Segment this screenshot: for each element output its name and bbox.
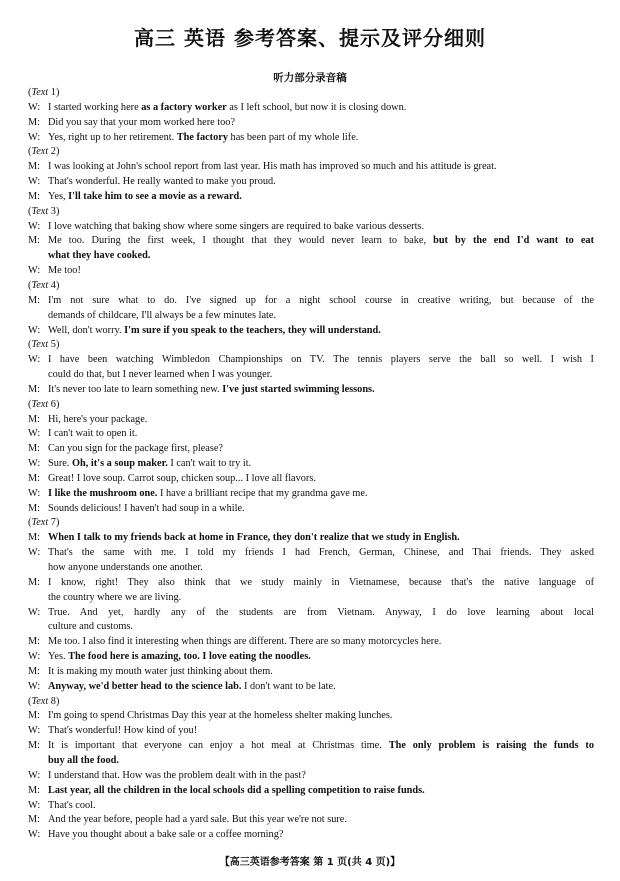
speaker-label: M:: [28, 472, 41, 484]
dialogue-line: [28, 294, 594, 309]
dialogue-line: [28, 724, 594, 739]
page-footer: 【高三英语参考答案 第 1 页(共 4 页)】: [219, 857, 401, 868]
dialogue-line: [28, 546, 594, 561]
dialogue-text: Yes, right up to her retirement.: [48, 131, 177, 143]
dialogue-line: [28, 116, 594, 131]
dialogue-line: [28, 234, 594, 249]
speaker-label: M:: [28, 576, 41, 588]
highlighted-answer: The factory: [176, 131, 228, 143]
dialogue-continuation: [28, 561, 594, 576]
highlighted-answer: I've just started swimming lessons.: [222, 383, 375, 395]
dialogue-text: I'm going to spend Christmas Day this year at the homeless shelter making lunches.: [48, 710, 393, 722]
dialogue-text: as I left school, but now it is closing down.: [226, 101, 407, 113]
dialogue-line: [28, 531, 594, 546]
speaker-label: W:: [28, 176, 41, 188]
dialogue-text: I can't wait to open it.: [48, 428, 138, 440]
speaker-label: W:: [28, 680, 41, 692]
speaker-label: M:: [28, 740, 41, 752]
speaker-label: M:: [28, 710, 41, 722]
highlighted-answer: Oh, it's a soup maker.: [72, 458, 168, 470]
dialogue-text: has been part of my whole life.: [227, 131, 359, 143]
dialogue-line: [28, 739, 594, 754]
speaker-label: M:: [28, 665, 41, 677]
dialogue-text: I know, right! They also think that we study mainly in Vietnamese, because that's the native language of: [48, 576, 594, 588]
text-label-part: 4): [48, 279, 60, 291]
dialogue-text: Yes,: [48, 190, 69, 202]
dialogue-text: I was looking at John's school report from last year. His math has improved so much and his attitude is great.: [48, 161, 497, 173]
dialogue-text: And the year before, people had a yard sale. But this year we're not sure.: [48, 814, 347, 826]
text-label-word: Text: [31, 146, 49, 158]
dialogue-text: Did you say that your mom worked here too?: [48, 116, 236, 128]
dialogue-text: I started working here: [48, 101, 142, 113]
dialogue-line: [28, 665, 594, 680]
highlighted-answer: but by the end I'd want to eat: [433, 235, 594, 247]
dialogue-line: [28, 101, 594, 116]
highlighted-answer: The only problem is raising the funds to: [388, 740, 594, 752]
dialogue-text: Me too. I also find it interesting when things are different. There are so many motorcycles here.: [48, 636, 442, 648]
text-label-part: 3): [48, 205, 60, 217]
text-label-part: 7): [48, 517, 60, 529]
speaker-label: M:: [28, 190, 41, 202]
text-label-part: (: [28, 517, 32, 529]
dialogue-continuation: [28, 309, 594, 324]
dialogue-line: [28, 413, 594, 428]
dialogue-text: I have a brilliant recipe that my grandma gave me.: [157, 487, 368, 499]
speaker-label: W:: [28, 725, 41, 737]
highlighted-answer: The food here is amazing, too. I love eating the noodles.: [68, 651, 311, 663]
speaker-label: W:: [28, 799, 41, 811]
speaker-label: M:: [28, 116, 41, 128]
text-label-word: Text: [31, 279, 49, 291]
highlighted-answer: what they have cooked.: [48, 250, 151, 262]
text-label-word: Text: [31, 205, 49, 217]
dialogue-line: [28, 353, 594, 368]
highlighted-answer: Last year, all the children in the local schools did a spelling competition to raise funds.: [48, 784, 425, 796]
dialogue-text: demands of childcare, I'll always be a few minutes late.: [48, 309, 277, 321]
dialogue-line: [28, 324, 594, 339]
text-label: [28, 279, 594, 294]
speaker-label: M:: [28, 235, 41, 247]
text-label-part: 8): [48, 695, 60, 707]
text-label: [28, 398, 594, 413]
highlighted-answer: as a factory worker: [141, 101, 227, 113]
text-label-word: Text: [31, 339, 49, 351]
dialogue-text: That's cool.: [48, 799, 96, 811]
dialogue-text: That's the same with me. I told my friends I had French, German, Chinese, and Thai friends. They asked: [48, 547, 594, 559]
speaker-label: M:: [28, 502, 41, 514]
dialogue-text: That's wonderful! How kind of you!: [48, 725, 198, 737]
page-title: 高三 英语 参考答案、提示及评分细则: [134, 26, 486, 50]
dialogue-text: Yes.: [48, 651, 69, 663]
speaker-label: M:: [28, 532, 41, 544]
dialogue-line: [28, 220, 594, 235]
dialogue-text: I understand that. How was the problem dealt with in the past?: [48, 769, 306, 781]
speaker-label: W:: [28, 829, 41, 841]
text-label-word: Text: [31, 398, 49, 410]
dialogue-continuation: [28, 591, 594, 606]
dialogue-text: It's never too late to learn something new.: [48, 383, 223, 395]
section-subtitle: 听力部分录音稿: [273, 72, 347, 84]
dialogue-continuation: [28, 620, 594, 635]
dialogue-line: [28, 709, 594, 724]
dialogue-text: I'm not sure what to do. I've signed up for a night school course in creative writing, but because of the: [48, 294, 594, 306]
dialogue-line: [28, 502, 594, 517]
text-label-part: (: [28, 146, 32, 158]
dialogue-text: Hi, here's your package.: [48, 413, 148, 425]
highlighted-answer: When I talk to my friends back at home in France, they don't realize that we study in English.: [48, 532, 460, 544]
highlighted-answer: I'm sure if you speak to the teachers, they will understand.: [124, 324, 381, 336]
dialogue-text: how anyone understands one another.: [48, 562, 203, 573]
speaker-label: W:: [28, 131, 41, 143]
dialogue-text: culture and customs.: [48, 621, 133, 633]
dialogue-text: the country where we are living.: [48, 591, 182, 603]
speaker-label: M:: [28, 294, 41, 306]
speaker-label: W:: [28, 769, 41, 781]
dialogue-line: [28, 606, 594, 621]
dialogue-line: [28, 383, 594, 398]
dialogue-text: Well, don't worry.: [48, 324, 125, 336]
dialogue-text: It is making my mouth water just thinking about them.: [48, 665, 273, 677]
speaker-label: M:: [28, 413, 41, 425]
text-label-part: (: [28, 279, 32, 291]
text-label: [28, 205, 594, 220]
speaker-label: W:: [28, 651, 41, 663]
dialogue-text: It is important that everyone can enjoy a hot meal at Christmas time.: [48, 740, 389, 752]
dialogue-line: [28, 160, 594, 175]
dialogue-text: Have you thought about a bake sale or a coffee morning?: [48, 829, 284, 841]
dialogue-line: [28, 813, 594, 828]
speaker-label: W:: [28, 487, 41, 499]
speaker-label: W:: [28, 324, 41, 336]
dialogue-line: [28, 650, 594, 665]
speaker-label: M:: [28, 636, 41, 648]
dialogue-text: True. And yet, hardly any of the students are from Vietnam. Anyway, I do love learning about local: [48, 606, 594, 618]
text-label-part: 5): [48, 339, 60, 351]
dialogue-continuation: [28, 249, 594, 264]
dialogue-continuation: [28, 368, 594, 383]
text-label-part: (: [28, 695, 32, 707]
dialogue-line: [28, 487, 594, 502]
speaker-label: W:: [28, 354, 41, 366]
dialogue-text: Me too!: [48, 265, 81, 277]
speaker-label: M:: [28, 784, 41, 796]
dialogue-line: [28, 190, 594, 205]
dialogue-continuation: [28, 754, 594, 769]
dialogue-line: [28, 576, 594, 591]
dialogue-text: Can you sign for the package first, please?: [48, 443, 223, 455]
dialogue-line: [28, 457, 594, 472]
dialogue-line: [28, 442, 594, 457]
speaker-label: W:: [28, 547, 41, 559]
text-label-word: Text: [31, 87, 49, 98]
dialogue-line: [28, 680, 594, 695]
text-label: [28, 338, 594, 353]
speaker-label: W:: [28, 428, 41, 440]
dialogue-text: could do that, but I never learned when I was younger.: [48, 369, 273, 381]
highlighted-answer: buy all the food.: [48, 754, 119, 766]
speaker-label: W:: [28, 101, 41, 113]
speaker-label: M:: [28, 814, 41, 826]
dialogue-text: That's wonderful. He really wanted to make you proud.: [48, 176, 276, 188]
dialogue-line: [28, 472, 594, 487]
text-label: [28, 145, 594, 160]
text-label-part: (: [28, 398, 32, 410]
text-label-word: Text: [31, 517, 49, 529]
dialogue-text: Sounds delicious! I haven't had soup in a while.: [48, 502, 245, 514]
text-label: [28, 86, 594, 101]
dialogue-line: [28, 427, 594, 442]
speaker-label: M:: [28, 161, 41, 173]
text-label-part: 6): [48, 398, 60, 410]
dialogue-text: Sure.: [48, 458, 73, 470]
dialogue-line: [28, 635, 594, 650]
highlighted-answer: I'll take him to see a movie as a reward.: [68, 190, 242, 202]
dialogue-line: [28, 784, 594, 799]
text-label: [28, 516, 594, 531]
text-label-part: 1): [48, 87, 60, 98]
dialogue-text: Me too. During the first week, I thought that they would never learn to bake,: [48, 235, 434, 247]
speaker-label: M:: [28, 443, 41, 455]
speaker-label: W:: [28, 458, 41, 470]
speaker-label: W:: [28, 606, 41, 618]
dialogue-text: Great! I love soup. Carrot soup, chicken soup... I love all flavors.: [48, 472, 316, 484]
dialogue-line: [28, 131, 594, 146]
speaker-label: W:: [28, 220, 41, 232]
transcript-body: [28, 86, 594, 843]
dialogue-line: [28, 264, 594, 279]
speaker-label: W:: [28, 265, 41, 277]
text-label-part: 2): [48, 146, 60, 158]
dialogue-line: [28, 828, 594, 843]
dialogue-text: I love watching that baking show where some singers are required to bake various desserts.: [48, 220, 425, 232]
speaker-label: M:: [28, 383, 41, 395]
dialogue-line: [28, 799, 594, 814]
text-label: [28, 695, 594, 710]
text-label-part: (: [28, 205, 32, 217]
highlighted-answer: I like the mushroom one.: [48, 487, 158, 499]
dialogue-text: I have been watching Wimbledon Championships on TV. The tennis players serve the ball so well. I wish I: [48, 354, 594, 366]
dialogue-line: [28, 769, 594, 784]
dialogue-text: I don't want to be late.: [241, 680, 336, 692]
highlighted-answer: Anyway, we'd better head to the science lab.: [48, 680, 242, 692]
dialogue-line: [28, 175, 594, 190]
text-label-part: (: [28, 87, 32, 98]
text-label-part: (: [28, 339, 32, 351]
text-label-word: Text: [31, 695, 49, 707]
dialogue-text: I can't wait to try it.: [167, 458, 252, 470]
